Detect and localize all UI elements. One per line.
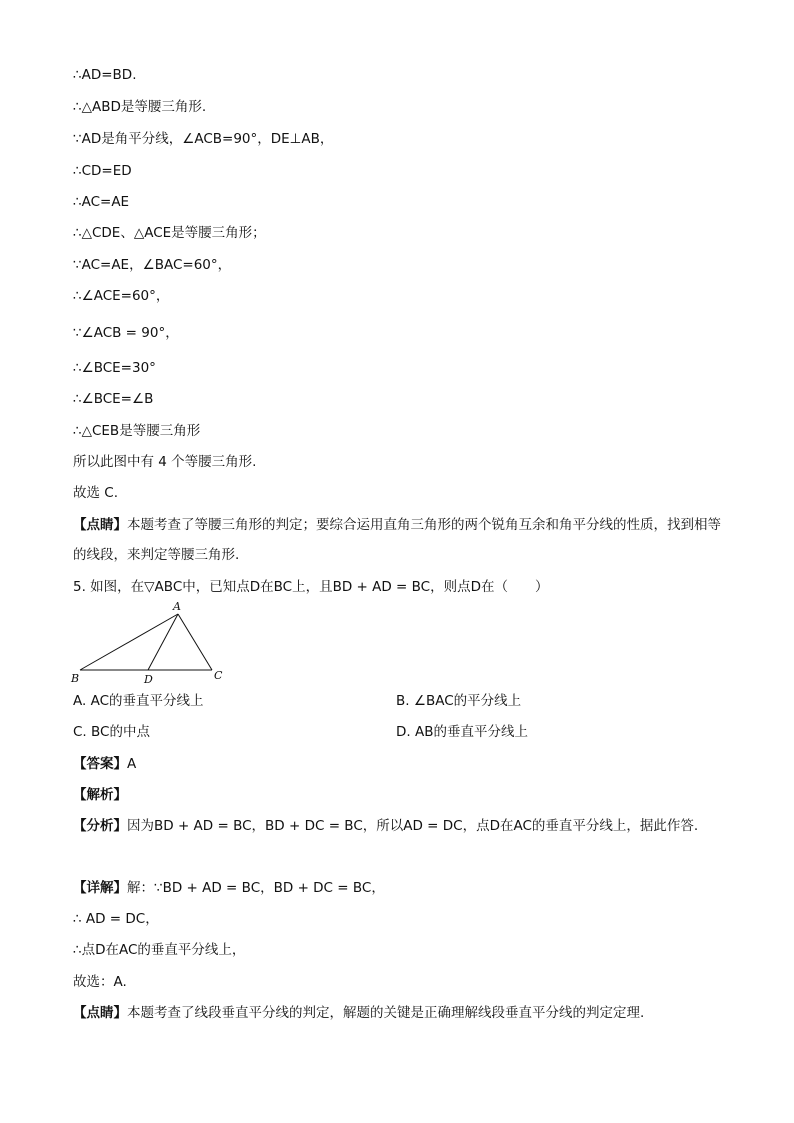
comment-text: 本题考查了等腰三角形的判定；要综合运用直角三角形的两个锐角互余和角平分线的性质，找到相等的线段，来判定等腰三角形. — [73, 517, 721, 563]
option-d: D. AB的垂直平分线上 — [396, 724, 528, 740]
proof-line: ∵AD是角平分线，∠ACB=90°，DE⊥AB， — [73, 131, 334, 147]
proof-line: ∴AD=BD. — [73, 67, 137, 83]
segment-ac — [178, 614, 212, 670]
proof-line: 故选 C. — [73, 485, 119, 501]
proof-line: ∴△CEB是等腰三角形 — [73, 423, 201, 439]
proof-line: ∴CD=ED — [73, 163, 132, 179]
detail-step: ∴点D在AC的垂直平分线上， — [73, 942, 246, 958]
proof-line: ∴AC=AE — [73, 194, 130, 210]
proof-line: ∵AC=AE，∠BAC=60°， — [73, 257, 232, 273]
label-c: C — [214, 669, 223, 682]
proof-line: 所以此图中有 4 个等腰三角形. — [73, 454, 257, 470]
analysis-tag: 【解析】 — [73, 787, 127, 803]
proof-line: ∴△CDE、△ACE是等腰三角形； — [73, 225, 266, 241]
answer-line — [73, 755, 136, 773]
comment-tag: 【点睛】 — [73, 517, 127, 533]
fenxi-text: 因为BD + AD = BC，BD + DC = BC，所以AD = DC，点D在AC的垂直平分线上，据此作答. — [127, 818, 699, 834]
detail-step: ∴ AD = DC， — [73, 911, 159, 927]
comment-text: 本题考查了线段垂直平分线的判定，解题的关键是正确理解线段垂直平分线的判定定理. — [127, 1005, 645, 1021]
comment-block — [73, 510, 723, 570]
proof-line: ∴∠BCE=∠B — [73, 391, 154, 407]
comment-block — [73, 1004, 644, 1022]
label-a: A — [173, 600, 181, 613]
proof-line: ∴∠BCE=30° — [73, 360, 156, 376]
option-c: C. BC的中点 — [73, 724, 150, 740]
answer-tag: 【答案】 — [73, 756, 127, 772]
fenxi-tag: 【分析】 — [73, 818, 127, 834]
label-d: D — [144, 673, 153, 686]
proof-line: ∵∠ACB = 90°， — [73, 325, 179, 341]
proof-line: ∴∠ACE=60°， — [73, 288, 170, 304]
analysis-block — [73, 811, 723, 841]
answer-value: A — [127, 756, 137, 772]
comment-tag: 【点睛】 — [73, 1005, 127, 1021]
question-5: 5. 如图，在▽ABC中，已知点D在BC上，且BD + AD = BC，则点D在（ ） — [73, 579, 549, 595]
label-b: B — [71, 672, 80, 685]
option-b: B. ∠BAC的平分线上 — [396, 693, 522, 709]
triangle-figure — [68, 600, 228, 686]
detail-step: 故选：A. — [73, 974, 127, 990]
proof-line: ∴△ABD是等腰三角形. — [73, 99, 207, 115]
option-a: A. AC的垂直平分线上 — [73, 693, 204, 709]
detail-line — [73, 879, 385, 897]
detail-tag: 【详解】 — [73, 880, 127, 896]
detail-text: 解：∵BD + AD = BC，BD + DC = BC， — [127, 880, 385, 896]
